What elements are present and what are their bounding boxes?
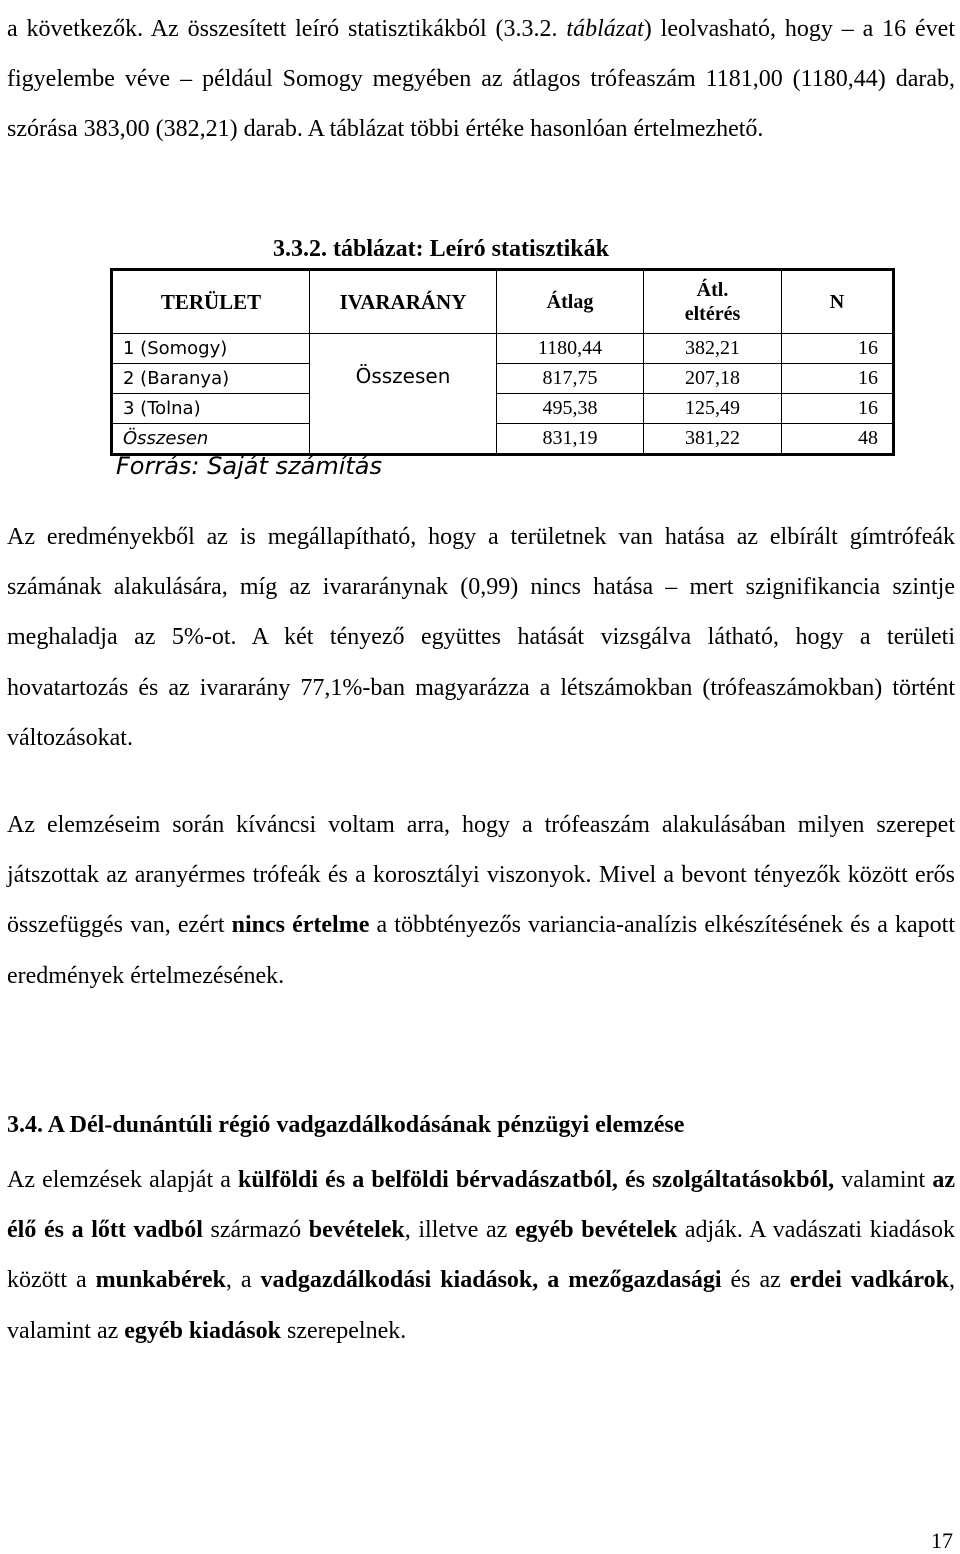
cell-n: 48 bbox=[782, 424, 894, 455]
table-row bbox=[112, 334, 894, 364]
table-source: Forrás: Saját számítás bbox=[116, 452, 382, 480]
cell-terulet: 2 (Baranya) bbox=[112, 364, 310, 394]
header-atlag: Átlag bbox=[497, 270, 644, 334]
text-run-bold: egyéb kiadások bbox=[124, 1317, 281, 1344]
text-run-bold: nincs értelme bbox=[231, 912, 370, 939]
cell-elteres: 207,18 bbox=[644, 364, 782, 394]
cell-n: 16 bbox=[782, 364, 894, 394]
cell-n: 16 bbox=[782, 394, 894, 424]
text-run: , illetve az bbox=[404, 1217, 515, 1244]
text-run: ) leolvasható, hogy – a 16 évet figyelembe véve – például Somogy megyében az átlagos trófeaszám 1181,00 (1180,44) darab, szórása 383,00 (382,21) darab. A táblázat többi értéke hasonlóan értelmezhető. bbox=[7, 16, 956, 143]
header-terulet: TERÜLET bbox=[112, 270, 310, 334]
cell-elteres: 381,22 bbox=[644, 424, 782, 455]
cell-terulet: 1 (Somogy) bbox=[112, 334, 310, 364]
text-run-bold: erdei vadkárok bbox=[789, 1267, 949, 1294]
cell-atlag: 495,38 bbox=[497, 394, 644, 424]
text-run-bold: bevételek bbox=[308, 1217, 405, 1244]
page-number: 17 bbox=[931, 1528, 953, 1553]
cell-atlag: 831,19 bbox=[497, 424, 644, 455]
table-row bbox=[112, 364, 894, 394]
header-atl-line2: eltérés bbox=[684, 303, 741, 325]
intro-paragraph bbox=[7, 4, 955, 155]
text-run-bold: egyéb bevételek bbox=[514, 1217, 678, 1244]
header-n: N bbox=[782, 270, 894, 334]
text-run: szerepelnek. bbox=[280, 1317, 407, 1344]
text-run-italic: táblázat bbox=[566, 16, 644, 42]
text-run: Az elemzések alapját a bbox=[7, 1167, 239, 1193]
text-run: adják. A vadászati kiadások között a bbox=[7, 1217, 956, 1294]
cell-elteres: 125,49 bbox=[644, 394, 782, 424]
text-run-bold: az élő és a lőtt vadból bbox=[7, 1167, 955, 1244]
text-run-bold: külföldi és a belföldi bérvadászatból, és szolgáltatásokból, bbox=[238, 1167, 835, 1193]
text-run: a többtényezős variancia-analízis elkészítésének és a kapott eredmények értelmezésének. bbox=[7, 912, 955, 989]
table-row bbox=[112, 394, 894, 424]
cell-elteres: 382,21 bbox=[644, 334, 782, 364]
results-paragraph: Az eredményekből az is megállapítható, hogy a területnek van hatása az elbírált gímtrófeák számának alakulására, míg az ivararánynak (0,99) nincs hatása – mert szignifikancia szintje meghaladja az 5%-ot. A két tényező együttes hatását vizsgálva látható, hogy a területi hovatartozás és az ivararány 77,1%-ban magyarázza a létszámokban (trófeaszámokban) történt változásokat. bbox=[7, 524, 955, 751]
descriptive-stats-table bbox=[110, 268, 895, 456]
table-row bbox=[112, 424, 894, 455]
text-run: valamint bbox=[834, 1167, 933, 1193]
cell-atlag: 1180,44 bbox=[497, 334, 644, 364]
text-run-bold: vadgazdálkodási kiadások, a mezőgazdasági bbox=[260, 1267, 722, 1294]
text-run-bold: munkabérek bbox=[95, 1267, 226, 1294]
cell-ivararany-merged bbox=[310, 334, 497, 455]
text-run: 2. bbox=[539, 16, 567, 42]
text-run: és az bbox=[721, 1267, 790, 1294]
finance-paragraph bbox=[7, 1155, 955, 1356]
text-run: , a bbox=[225, 1267, 261, 1294]
header-atl-elteres bbox=[644, 270, 782, 334]
section-heading: 3.4. A Dél-dunántúli régió vadgazdálkodásának pénzügyi elemzése bbox=[7, 1112, 685, 1138]
table-header-row bbox=[112, 270, 894, 334]
table-caption: 3.3.2. táblázat: Leíró statisztikák bbox=[273, 236, 609, 262]
cell-n: 16 bbox=[782, 334, 894, 364]
text-run: , valamint az bbox=[7, 1267, 955, 1344]
header-ivararany: IVARARÁNY bbox=[310, 270, 497, 334]
header-atl-line1: Átl. bbox=[696, 279, 729, 301]
text-run: Az elemzéseim során kíváncsi voltam arra, hogy a trófeaszám alakulásában milyen szerepet játszottak az aranyérmes trófeák és a korosztályi viszonyok. Mivel a bevont tényezők között erős összefüggés van, ezért bbox=[7, 812, 955, 939]
cell-terulet: Összesen bbox=[112, 424, 310, 455]
analysis-paragraph bbox=[7, 800, 955, 1001]
cell-terulet: 3 (Tolna) bbox=[112, 394, 310, 424]
text-run: származó bbox=[202, 1217, 309, 1244]
text-run: a következők. Az összesített leíró statisztikákból (3.3. bbox=[7, 16, 540, 42]
ivararany-value: Összesen bbox=[355, 364, 451, 388]
cell-atlag: 817,75 bbox=[497, 364, 644, 394]
